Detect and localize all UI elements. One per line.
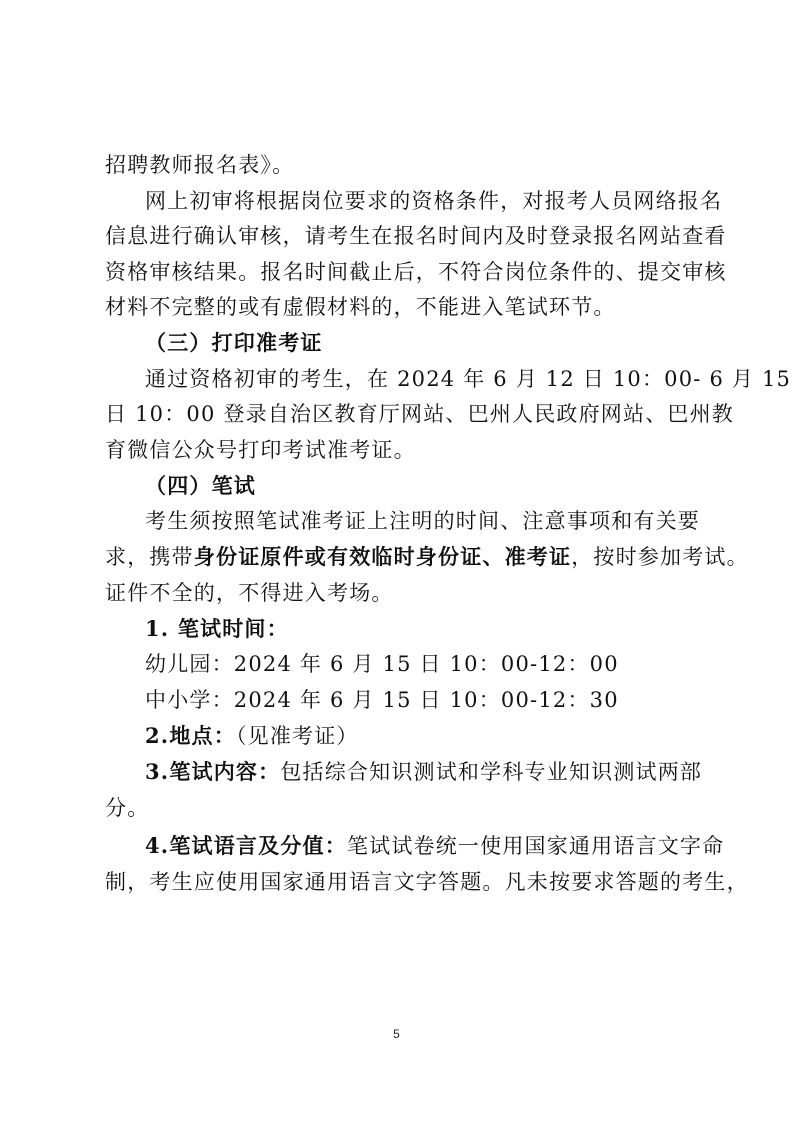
section-heading: （三）打印准考证 [145,330,323,355]
paragraph-line: 中小学：2024 年 6 月 15 日 10：00-12：30 [145,688,619,712]
paragraph-line: 分。 [105,796,150,820]
paragraph-text: 笔试试卷统一使用国家通用语言文字命 [346,834,725,858]
paragraph-line [145,833,725,859]
paragraph-line: 资格审核结果。报名时间截止后，不符合岗位条件的、提交审核 [105,260,727,284]
subsection-label: 2.地点： [145,723,236,748]
paragraph-text: ，按时参加考试。 [571,545,749,569]
paragraph-line: 考生须按照笔试准考证上注明的时间、注意事项和有关要 [145,509,700,533]
paragraph-line: 证件不全的，不得进入考场。 [105,581,394,605]
paragraph-line: 招聘教师报名表》。 [105,153,295,177]
paragraph-line [145,759,703,785]
paragraph-line: 通过资格初审的考生，在 2024 年 6 月 12 日 10：00- 6 月 15 [145,367,792,391]
paragraph-text: （见准考证） [235,724,359,748]
paragraph-line: 日 10：00 登录自治区教育厅网站、巴州人民政府网站、巴州教 [105,402,734,426]
subsection-label: 3.笔试内容： [145,759,281,784]
emphasized-text: 身份证原件或有效临时身份证、准考证 [193,544,572,569]
subsection-heading: 1. 笔试时间： [145,616,289,641]
paragraph-line: 信息进行确认审核，请考生在报名时间内及时登录报名网站查看 [105,224,727,248]
paragraph-line: 材料不完整的或有虚假材料的，不能进入笔试环节。 [105,295,616,319]
paragraph-text: 求，携带 [105,545,194,569]
paragraph-line [145,723,735,749]
subsection-label: 4.笔试语言及分值： [145,833,347,858]
page-number: 5 [393,1027,400,1041]
paragraph-line [105,544,749,570]
section-heading: （四）笔试 [145,473,256,498]
paragraph-line: 网上初审将根据岗位要求的资格条件，对报考人员网络报名 [145,189,723,213]
paragraph-text: 包括综合知识测试和学科专业知识测试两部 [280,760,703,784]
paragraph-line: 制，考生应使用国家通用语言文字答题。凡未按要求答题的考生， [105,870,749,894]
paragraph-line: 幼儿园：2024 年 6 月 15 日 10：00-12：00 [145,652,619,676]
paragraph-line: 育微信公众号打印考试准考证。 [105,438,416,462]
